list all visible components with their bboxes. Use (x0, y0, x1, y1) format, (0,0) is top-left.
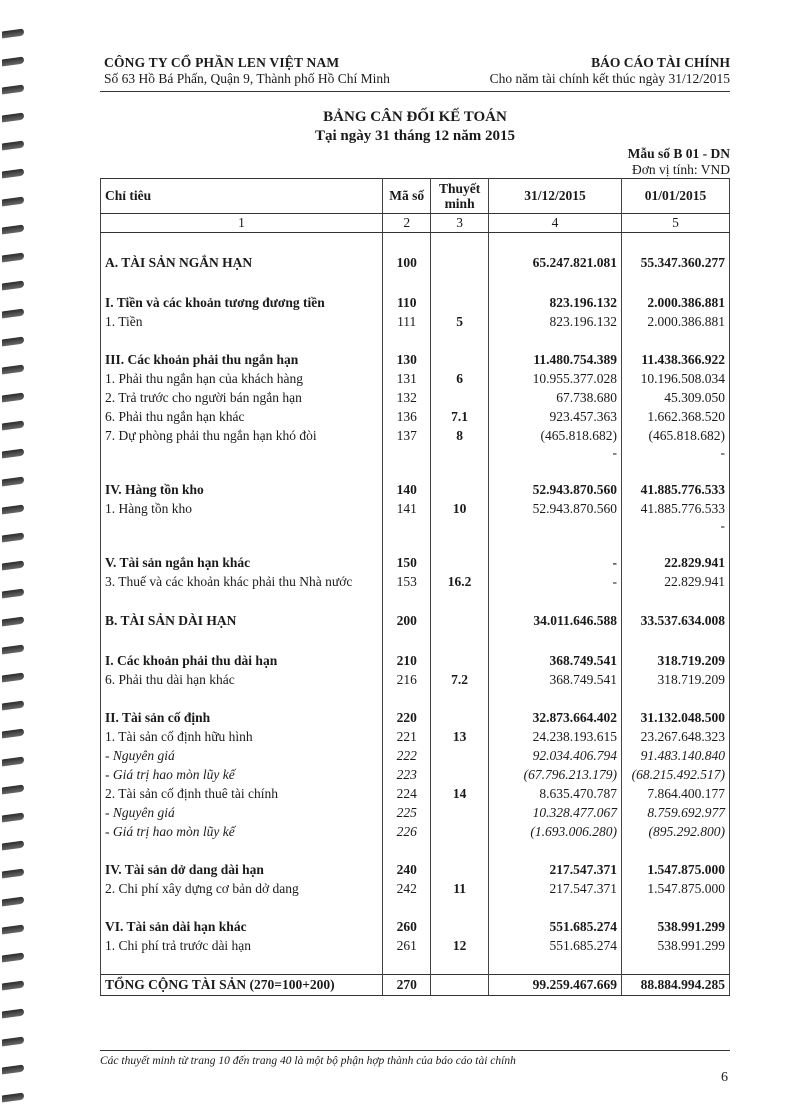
row-note: 14 (431, 784, 489, 803)
row-value-2014: 91.483.140.840 (622, 746, 730, 765)
colnum-1: 1 (101, 214, 383, 233)
row-code: 200 (383, 610, 431, 632)
row-code: 100 (383, 252, 431, 274)
row-item: 2. Trả trước cho người bán ngắn hạn (101, 388, 383, 407)
row-value-2014: (68.215.492.517) (622, 765, 730, 784)
row-value-2014: 538.991.299 (622, 936, 730, 955)
row-value-2015: 24.238.193.615 (488, 727, 621, 746)
balance-sheet-table (100, 178, 730, 996)
row-value-2014: 41.885.776.533 (622, 480, 730, 499)
row-code: 137 (383, 426, 431, 445)
row-code: 141 (383, 499, 431, 518)
row-code: 220 (383, 708, 431, 727)
spacer-row (101, 591, 730, 610)
header-note-line1: Thuyết (438, 181, 481, 196)
footer-divider (100, 1050, 730, 1051)
row-item: 1. Phải thu ngắn hạn của khách hàng (101, 369, 383, 388)
table-row (101, 708, 730, 727)
row-value-2014: 1.662.368.520 (622, 407, 730, 426)
row-value-2015: 32.873.664.402 (488, 708, 621, 727)
table-row (101, 252, 730, 274)
row-value-2015: - (488, 553, 621, 572)
row-code (383, 445, 431, 461)
row-value-2014: 2.000.386.881 (622, 293, 730, 312)
spacer-row (101, 689, 730, 708)
header-code: Mã số (383, 179, 431, 214)
row-value-2015: - (488, 445, 621, 461)
row-note (431, 975, 489, 996)
row-value-2015: 368.749.541 (488, 670, 621, 689)
table-row (101, 917, 730, 936)
spacer-row (101, 898, 730, 917)
row-value-2015: 65.247.821.081 (488, 252, 621, 274)
row-code: 224 (383, 784, 431, 803)
row-value-2015 (488, 518, 621, 534)
table-row (101, 784, 730, 803)
spacer-row (101, 233, 730, 253)
row-note (431, 350, 489, 369)
document-subtitle: Tại ngày 31 tháng 12 năm 2015 (314, 128, 516, 144)
row-value-2015: 8.635.470.787 (488, 784, 621, 803)
row-code: 132 (383, 388, 431, 407)
row-code: 136 (383, 407, 431, 426)
row-value-2014: 11.438.366.922 (622, 350, 730, 369)
table-row (101, 499, 730, 518)
row-value-2014: 33.537.634.008 (622, 610, 730, 632)
header-note (431, 179, 489, 214)
colnum-4: 4 (488, 214, 621, 233)
row-value-2015: 67.738.680 (488, 388, 621, 407)
row-item: VI. Tài sản dài hạn khác (101, 917, 383, 936)
row-value-2014: 22.829.941 (622, 553, 730, 572)
row-value-2015: 368.749.541 (488, 651, 621, 670)
row-item (101, 518, 383, 534)
table-header-row (101, 179, 730, 214)
row-value-2014: 2.000.386.881 (622, 312, 730, 331)
colnum-2: 2 (383, 214, 431, 233)
row-value-2015: 52.943.870.560 (488, 499, 621, 518)
row-value-2015: 11.480.754.389 (488, 350, 621, 369)
row-item: 1. Hàng tồn kho (101, 499, 383, 518)
table-row (101, 670, 730, 689)
row-item: - Giá trị hao mòn lũy kế (101, 765, 383, 784)
row-note: 10 (431, 499, 489, 518)
table-row (101, 572, 730, 591)
table-row (101, 860, 730, 879)
row-value-2015: 52.943.870.560 (488, 480, 621, 499)
row-code: 216 (383, 670, 431, 689)
row-note: 11 (431, 879, 489, 898)
row-item: TỔNG CỘNG TÀI SẢN (270=100+200) (101, 975, 383, 996)
colnum-3: 3 (431, 214, 489, 233)
header-col1: 31/12/2015 (488, 179, 621, 214)
spiral-binding (0, 0, 28, 1108)
row-value-2014: 8.759.692.977 (622, 803, 730, 822)
spacer-row (101, 534, 730, 553)
table-row (101, 407, 730, 426)
row-code: 270 (383, 975, 431, 996)
row-item: I. Các khoản phải thu dài hạn (101, 651, 383, 670)
row-code: 242 (383, 879, 431, 898)
table-row (101, 803, 730, 822)
row-note: 13 (431, 727, 489, 746)
row-value-2014: 7.864.400.177 (622, 784, 730, 803)
colnum-5: 5 (622, 214, 730, 233)
row-value-2015: 923.457.363 (488, 407, 621, 426)
row-note (431, 746, 489, 765)
table-row (101, 746, 730, 765)
form-meta (628, 146, 730, 178)
row-note (431, 708, 489, 727)
row-note: 6 (431, 369, 489, 388)
page-number: 6 (721, 1070, 728, 1085)
row-value-2014: 1.547.875.000 (622, 879, 730, 898)
row-note (431, 822, 489, 841)
spacer-row (101, 955, 730, 975)
header-item: Chỉ tiêu (101, 179, 383, 214)
row-item: III. Các khoản phải thu ngắn hạn (101, 350, 383, 369)
form-number: Mẫu số B 01 - DN (627, 146, 730, 161)
table-row (101, 879, 730, 898)
row-value-2015: (1.693.006.280) (488, 822, 621, 841)
row-value-2014: 1.547.875.000 (622, 860, 730, 879)
row-value-2014: 22.829.941 (622, 572, 730, 591)
row-code: 221 (383, 727, 431, 746)
spacer-row (101, 274, 730, 293)
table-row (101, 936, 730, 955)
row-note (431, 252, 489, 274)
table-row (101, 765, 730, 784)
row-code: 131 (383, 369, 431, 388)
row-item: 6. Phải thu ngắn hạn khác (101, 407, 383, 426)
row-note (431, 860, 489, 879)
row-value-2014: 41.885.776.533 (622, 499, 730, 518)
row-value-2015: 823.196.132 (488, 293, 621, 312)
document-title-block (100, 108, 730, 146)
row-code: 153 (383, 572, 431, 591)
row-value-2015: 823.196.132 (488, 312, 621, 331)
row-code: 225 (383, 803, 431, 822)
table-row (101, 312, 730, 331)
row-value-2014: - (622, 518, 730, 534)
row-note: 7.2 (431, 670, 489, 689)
table-row (101, 369, 730, 388)
row-note (431, 803, 489, 822)
row-value-2015: 551.685.274 (488, 917, 621, 936)
table-row (101, 610, 730, 632)
row-code: 110 (383, 293, 431, 312)
row-code: 226 (383, 822, 431, 841)
row-item: I. Tiền và các khoản tương đương tiền (101, 293, 383, 312)
row-item: 6. Phải thu dài hạn khác (101, 670, 383, 689)
document-title: BẢNG CÂN ĐỐI KẾ TOÁN (323, 109, 507, 125)
row-note: 5 (431, 312, 489, 331)
column-number-row (101, 214, 730, 233)
table-row (101, 518, 730, 534)
row-note (431, 917, 489, 936)
row-code: 261 (383, 936, 431, 955)
row-item: IV. Tài sản dở dang dài hạn (101, 860, 383, 879)
row-note: 8 (431, 426, 489, 445)
row-value-2015: 217.547.371 (488, 860, 621, 879)
row-value-2015: 34.011.646.588 (488, 610, 621, 632)
table-row (101, 293, 730, 312)
table-row (101, 553, 730, 572)
report-header (490, 55, 730, 87)
row-note (431, 518, 489, 534)
row-item: - Nguyên giá (101, 746, 383, 765)
row-value-2015: 217.547.371 (488, 879, 621, 898)
row-value-2014: 45.309.050 (622, 388, 730, 407)
company-header (104, 55, 390, 87)
company-address: Số 63 Hồ Bá Phấn, Quận 9, Thành phố Hồ Chí Minh (104, 71, 390, 86)
row-code: 222 (383, 746, 431, 765)
footer-note: Các thuyết minh từ trang 10 đến trang 40 là một bộ phận hợp thành của báo cáo tài chính (100, 1055, 516, 1067)
row-value-2015: 10.328.477.067 (488, 803, 621, 822)
row-code: 223 (383, 765, 431, 784)
table-row (101, 727, 730, 746)
row-item: 2. Tài sản cố định thuê tài chính (101, 784, 383, 803)
header-note-line2: minh (444, 196, 475, 211)
row-note (431, 651, 489, 670)
row-code: 260 (383, 917, 431, 936)
row-item: B. TÀI SẢN DÀI HẠN (101, 610, 383, 632)
row-code (383, 518, 431, 534)
company-name: CÔNG TY CỔ PHẦN LEN VIỆT NAM (104, 55, 340, 70)
row-code: 150 (383, 553, 431, 572)
row-item: 1. Chi phí trả trước dài hạn (101, 936, 383, 955)
row-note (431, 293, 489, 312)
spacer-row (101, 331, 730, 350)
table-row (101, 426, 730, 445)
row-item: II. Tài sản cố định (101, 708, 383, 727)
table-row (101, 822, 730, 841)
row-item: - Giá trị hao mòn lũy kế (101, 822, 383, 841)
table-row (101, 388, 730, 407)
row-note: 7.1 (431, 407, 489, 426)
row-note (431, 388, 489, 407)
row-value-2014: 88.884.994.285 (622, 975, 730, 996)
row-value-2014: 55.347.360.277 (622, 252, 730, 274)
row-value-2015: (465.818.682) (488, 426, 621, 445)
table-row (101, 350, 730, 369)
row-item (101, 445, 383, 461)
report-period: Cho năm tài chính kết thúc ngày 31/12/2015 (489, 71, 730, 86)
row-value-2015: - (488, 572, 621, 591)
table-row (101, 651, 730, 670)
spacer-row (101, 632, 730, 651)
row-value-2015: (67.796.213.179) (488, 765, 621, 784)
row-value-2014: 10.196.508.034 (622, 369, 730, 388)
row-note (431, 445, 489, 461)
row-item: V. Tài sản ngắn hạn khác (101, 553, 383, 572)
table-row (101, 480, 730, 499)
row-value-2015: 10.955.377.028 (488, 369, 621, 388)
row-value-2015: 92.034.406.794 (488, 746, 621, 765)
row-value-2015: 551.685.274 (488, 936, 621, 955)
row-code: 140 (383, 480, 431, 499)
table-row (101, 975, 730, 996)
currency-unit: Đơn vị tính: VND (631, 162, 730, 177)
row-value-2014: 31.132.048.500 (622, 708, 730, 727)
row-code: 130 (383, 350, 431, 369)
row-item: 2. Chi phí xây dựng cơ bản dở dang (101, 879, 383, 898)
row-note: 16.2 (431, 572, 489, 591)
row-item: 3. Thuế và các khoản khác phải thu Nhà nước (101, 572, 383, 591)
row-note (431, 480, 489, 499)
row-value-2014: 23.267.648.323 (622, 727, 730, 746)
row-item: 1. Tài sản cố định hữu hình (101, 727, 383, 746)
row-value-2014: 538.991.299 (622, 917, 730, 936)
row-value-2014: 318.719.209 (622, 670, 730, 689)
table-row (101, 445, 730, 461)
spacer-row (101, 841, 730, 860)
row-item: IV. Hàng tồn kho (101, 480, 383, 499)
report-title: BÁO CÁO TÀI CHÍNH (591, 55, 730, 70)
header-col2: 01/01/2015 (622, 179, 730, 214)
row-code: 111 (383, 312, 431, 331)
row-value-2014: 318.719.209 (622, 651, 730, 670)
row-note (431, 765, 489, 784)
row-value-2014: (895.292.800) (622, 822, 730, 841)
row-item: A. TÀI SẢN NGẮN HẠN (101, 252, 383, 274)
row-value-2014: (465.818.682) (622, 426, 730, 445)
row-item: 7. Dự phòng phải thu ngắn hạn khó đòi (101, 426, 383, 445)
spacer-row (101, 461, 730, 480)
header-divider (100, 91, 730, 92)
row-value-2015: 99.259.467.669 (488, 975, 621, 996)
row-note: 12 (431, 936, 489, 955)
row-note (431, 553, 489, 572)
row-code: 210 (383, 651, 431, 670)
row-item: 1. Tiền (101, 312, 383, 331)
row-value-2014: - (622, 445, 730, 461)
row-code: 240 (383, 860, 431, 879)
row-item: - Nguyên giá (101, 803, 383, 822)
row-note (431, 610, 489, 632)
